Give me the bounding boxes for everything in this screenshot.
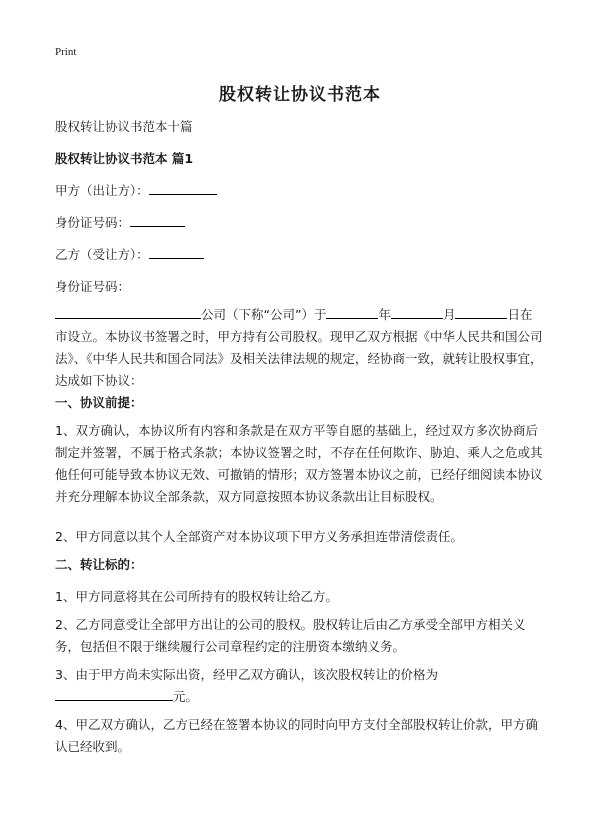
year-blank xyxy=(326,304,378,319)
id-b-field xyxy=(55,276,545,298)
party-b-field xyxy=(55,244,545,266)
section2-p3 xyxy=(55,664,545,708)
section2-p3-text: 3、由于甲方尚未实际出资，经甲乙双方确认，该次股权转让的价格为 xyxy=(55,667,438,682)
id-b-label: 身份证号码： xyxy=(55,279,131,294)
intro-year: 年 xyxy=(378,307,391,322)
intro-paragraph xyxy=(55,304,545,392)
section1-p1: 1、双方确认，本协议所有内容和条款是在双方平等自愿的基础上，经过双方多次协商后制定并签署，不属于格式条款；本协议签署之时，不存在任何欺诈、胁迫、乘人之危或其他任何可能导致本协议无效、可撤销的情形；双方签署本协议之前，已经仔细阅读本协议并充分理解本协议全部条款，双方同意按照本协议条款出让目标股权。 xyxy=(55,423,543,504)
company-blank xyxy=(55,304,201,319)
party-a-label: 甲方（出让方）： xyxy=(55,183,149,198)
intro-month: 月 xyxy=(442,307,456,322)
party-b-blank xyxy=(149,244,204,259)
print-link[interactable]: Print xyxy=(55,46,77,58)
id-a-label: 身份证号码： xyxy=(55,215,131,230)
price-blank xyxy=(55,686,173,701)
page-title: 股权转让协议书范本 xyxy=(219,85,381,105)
intro-first-line xyxy=(55,304,545,326)
intro-company: 公司（下称“公司”）于 xyxy=(201,307,327,322)
month-blank xyxy=(391,304,443,319)
section2-p1: 1、甲方同意将其在公司所持有的股权转让给乙方。 xyxy=(55,589,338,604)
party-a-field xyxy=(55,180,545,202)
party-a-blank xyxy=(149,180,217,195)
intro-day: 日在 xyxy=(507,307,533,322)
section-title: 股权转让协议书范本 篇1 xyxy=(55,151,194,166)
section2-p4: 4、甲乙双方确认，乙方已经在签署本协议的同时向甲方支付全部股权转让价款，甲方确认已经收到。 xyxy=(55,717,538,754)
section2-p2: 2、乙方同意受让全部甲方出让的公司的股权。股权转让后由乙方承受全部甲方相关义务，包括但不限于继续履行公司章程约定的注册资本缴纳义务。 xyxy=(55,617,526,654)
id-a-field xyxy=(55,212,545,234)
price-line xyxy=(55,686,545,708)
section1-p2: 2、甲方同意以其个人全部资产对本协议项下甲方义务承担连带清偿责任。 xyxy=(55,529,463,544)
day-blank xyxy=(455,304,507,319)
section1-heading: 一、协议前提： xyxy=(55,395,143,410)
intro-body: 市设立。本协议书签署之时，甲方持有公司股权。现甲乙双方根据《中华人民共和国公司法》、《中华人民共和国合同法》及相关法律法规的规定，经协商一致，就转让股权事宜，达成如下协议： xyxy=(55,329,543,388)
id-a-blank xyxy=(130,212,185,227)
section2-heading: 二、转让标的： xyxy=(55,557,143,572)
subtitle: 股权转让协议书范本十篇 xyxy=(55,119,193,134)
price-unit: 元。 xyxy=(173,689,199,704)
party-b-label: 乙方（受让方）： xyxy=(55,247,149,262)
